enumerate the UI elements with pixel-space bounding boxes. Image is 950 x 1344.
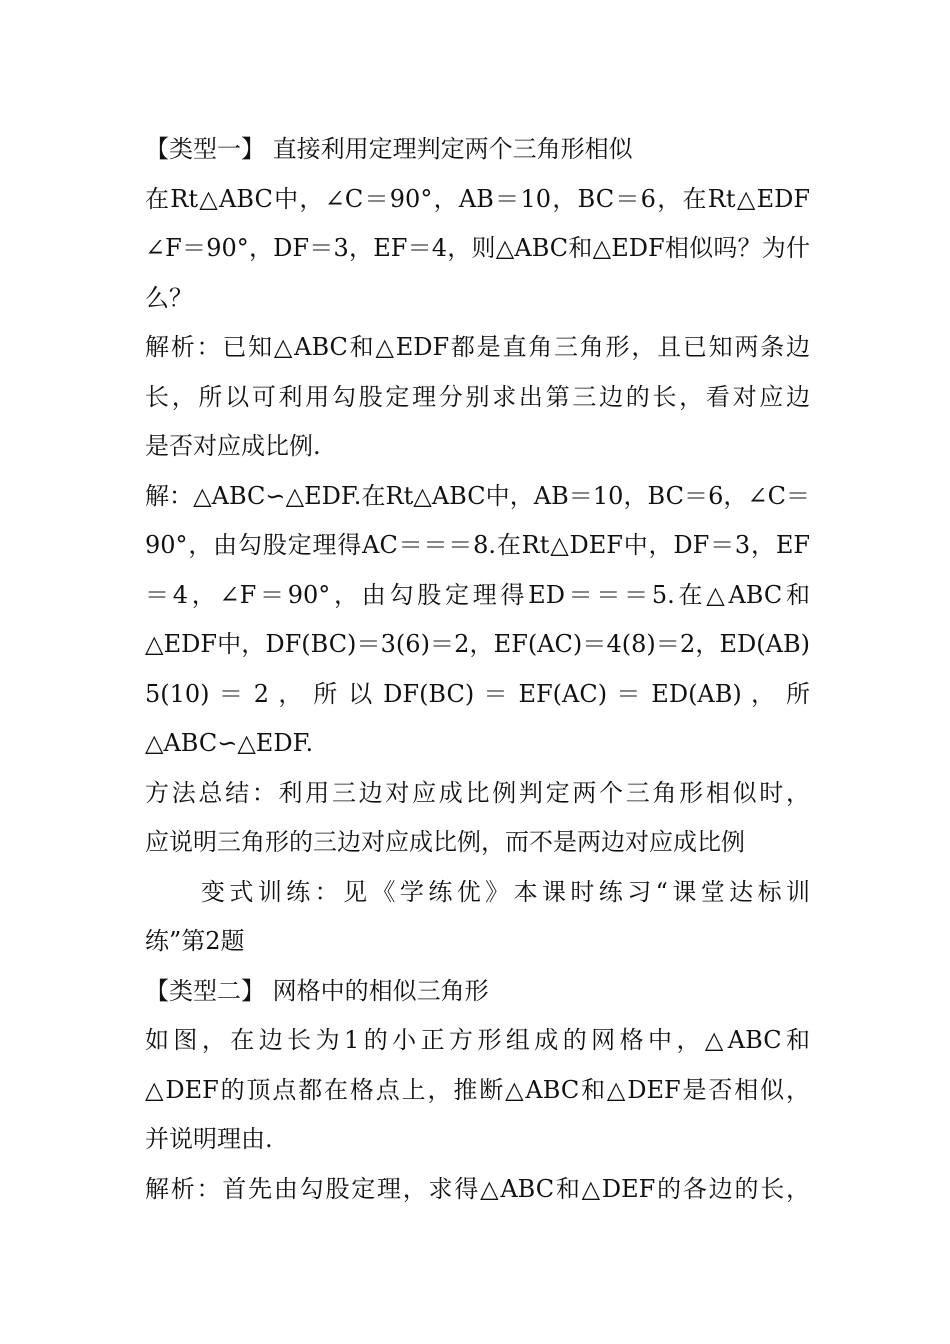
- solution-one-line-2: 90°，由勾股定理得AC＝＝＝8.在Rt△DEF中，DF＝3，EF: [145, 531, 810, 559]
- method-summary-line-2: 应说明三角形的三边对应成比例，而不是两边对应成比例: [145, 828, 745, 856]
- type-two-heading: 【类型二】 网格中的相似三角形: [145, 976, 489, 1005]
- type-one-heading: 【类型一】 直接利用定理判定两个三角形相似: [145, 135, 633, 163]
- analysis-one-line-3: 是否对应成比例.: [145, 432, 321, 460]
- solution-one-line-4: △EDF中，DF(BC)＝3(6)＝2，EF(AC)＝4(8)＝2，ED(AB): [145, 630, 810, 658]
- problem-one-line-2: ∠F＝90°，DF＝3，EF＝4，则△ABC和△EDF相似吗？为什: [145, 234, 810, 262]
- solution-one-line-3: ＝4，∠F＝90°，由勾股定理得ED＝＝＝5.在△ABC和: [145, 580, 810, 609]
- variant-training-line-2: 练”第2题: [145, 927, 245, 955]
- problem-two-line-1: 如图，在边长为1的小正方形组成的网格中，△ABC和: [145, 1026, 810, 1054]
- variant-training-line-1: 变式训练：见《学练优》本课时练习“课堂达标训: [201, 877, 810, 906]
- solution-one-line-1: 解：△ABC∽△EDF.在Rt△ABC中，AB＝10，BC＝6，∠C＝: [145, 481, 810, 510]
- analysis-two-line-1: 解析：首先由勾股定理，求得△ABC和△DEF的各边的长，: [145, 1174, 810, 1203]
- solution-one-line-5: 5(10) ＝ 2 ， 所 以 DF(BC) ＝ EF(AC) ＝ ED(AB) ， 所: [145, 679, 810, 708]
- problem-one-line-1: 在Rt△ABC中，∠C＝90°，AB＝10，BC＝6，在Rt△EDF: [145, 184, 810, 213]
- document-body: [145, 125, 810, 1214]
- problem-two-line-2: △DEF的顶点都在格点上，推断△ABC和△DEF是否相似，: [145, 1075, 810, 1104]
- solution-one-line-6: △ABC∽△EDF.: [145, 729, 314, 757]
- problem-one-line-3: 么？: [145, 283, 193, 312]
- analysis-one-line-2: 长，所以可利用勾股定理分别求出第三边的长，看对应边: [145, 382, 810, 411]
- analysis-one-line-1: 解析：已知△ABC和△EDF都是直角三角形，且已知两条边: [145, 333, 810, 361]
- method-summary-line-1: 方法总结：利用三边对应成比例判定两个三角形相似时，: [145, 778, 810, 807]
- problem-two-line-3: 并说明理由.: [145, 1125, 273, 1153]
